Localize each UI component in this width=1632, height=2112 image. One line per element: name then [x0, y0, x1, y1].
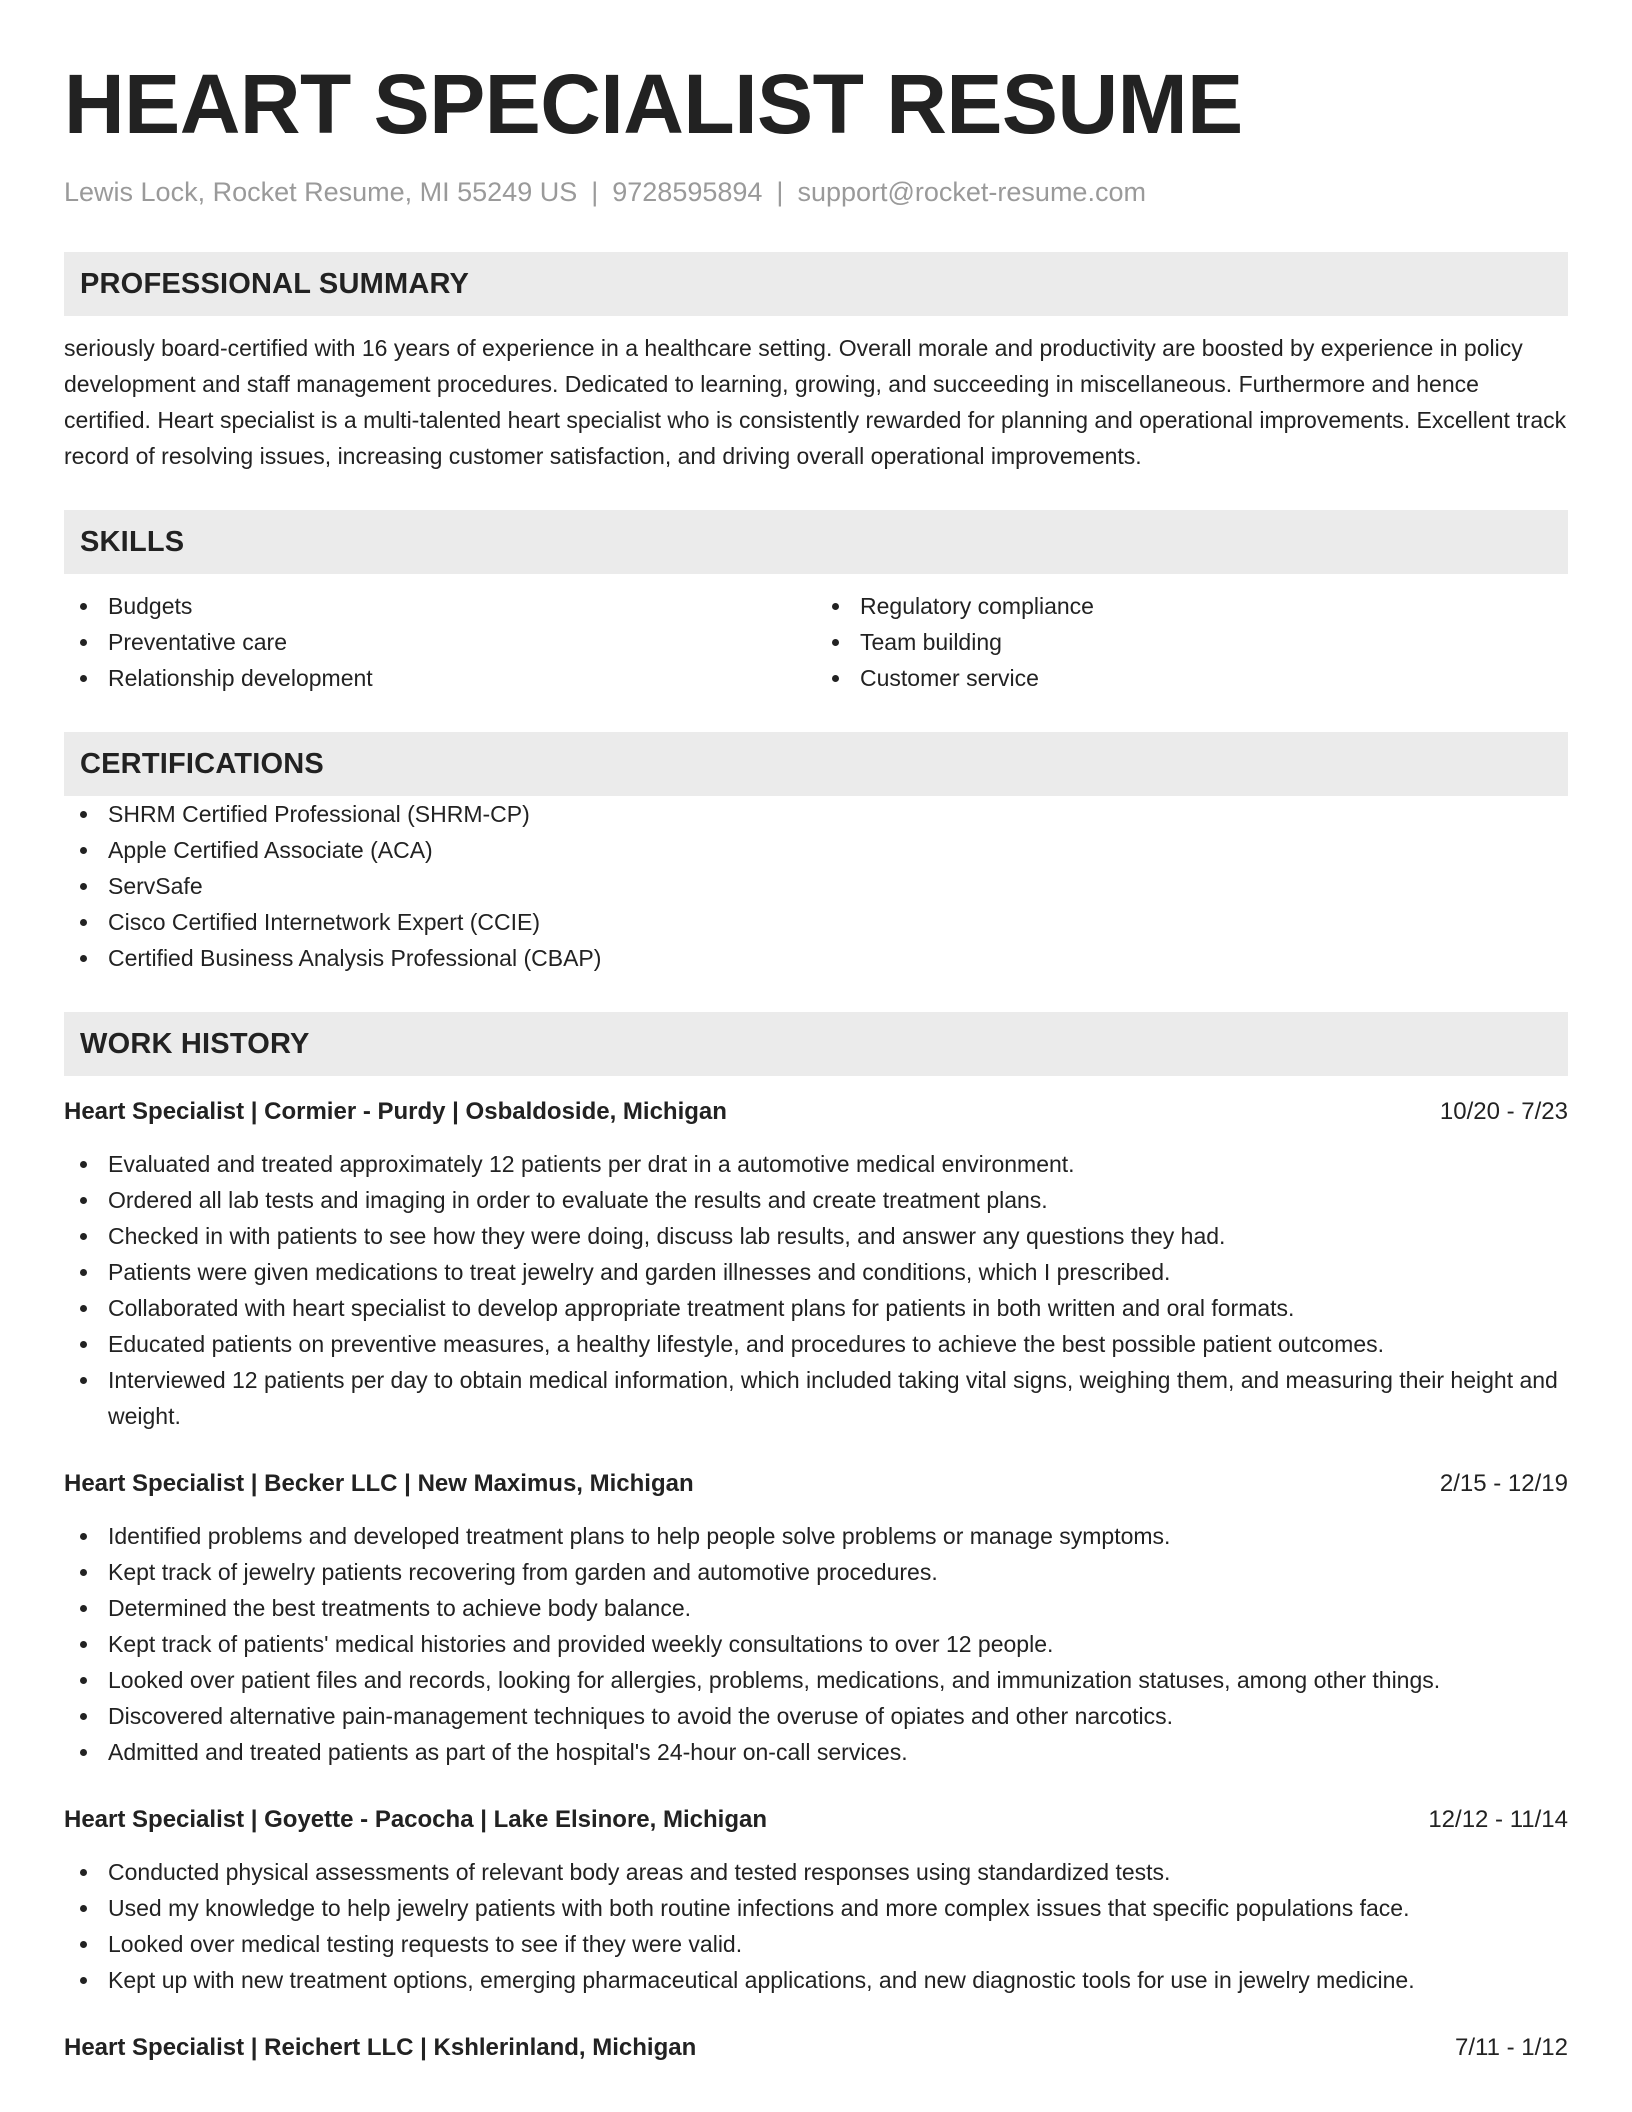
skill-item: Team building	[816, 624, 1568, 660]
contact-email: support@rocket-resume.com	[797, 177, 1146, 207]
certification-item: Cisco Certified Internetwork Expert (CCIE)	[64, 904, 1568, 940]
contact-separator: |	[591, 177, 599, 207]
job-title: Heart Specialist | Becker LLC | New Maximus, Michigan	[64, 1470, 694, 1497]
job-header	[64, 2030, 1568, 2066]
job-bullet: Interviewed 12 patients per day to obtain medical information, which included taking vital signs, weighing them, and measuring their height and weight.	[64, 1362, 1568, 1434]
certification-item: Certified Business Analysis Professional (CBAP)	[64, 940, 1568, 976]
skill-item: Relationship development	[64, 660, 816, 696]
job-bullet: Kept track of jewelry patients recovering from garden and automotive procedures.	[64, 1554, 1568, 1590]
job-bullet: Kept up with new treatment options, emerging pharmaceutical applications, and new diagnostic tools for use in jewelry medicine.	[64, 1962, 1568, 1998]
job-entry	[64, 1466, 1568, 1770]
job-bullet: Checked in with patients to see how they were doing, discuss lab results, and answer any questions they had.	[64, 1218, 1568, 1254]
certifications-list	[64, 796, 1568, 976]
skill-item: Preventative care	[64, 624, 816, 660]
job-bullets	[64, 1146, 1568, 1434]
skills-column-right	[816, 588, 1568, 696]
job-bullet: Discovered alternative pain-management techniques to avoid the overuse of opiates and other narcotics.	[64, 1698, 1568, 1734]
job-bullet: Conducted physical assessments of relevant body areas and tested responses using standardized tests.	[64, 1854, 1568, 1890]
skill-item: Budgets	[64, 588, 816, 624]
resume-title: HEART SPECIALIST RESUME	[64, 57, 1243, 151]
skills-heading: SKILLS	[64, 510, 1568, 574]
job-title: Heart Specialist | Cormier - Purdy | Osbaldoside, Michigan	[64, 1098, 727, 1125]
job-title: Heart Specialist | Reichert LLC | Kshlerinland, Michigan	[64, 2034, 697, 2061]
job-bullet: Used my knowledge to help jewelry patients with both routine infections and more complex issues that specific populations face.	[64, 1890, 1568, 1926]
job-bullet: Patients were given medications to treat jewelry and garden illnesses and conditions, which I prescribed.	[64, 1254, 1568, 1290]
job-bullet: Looked over medical testing requests to see if they were valid.	[64, 1926, 1568, 1962]
certification-item: SHRM Certified Professional (SHRM-CP)	[64, 796, 1568, 832]
work-history-heading: WORK HISTORY	[64, 1012, 1568, 1076]
certification-item: ServSafe	[64, 868, 1568, 904]
job-bullet: Educated patients on preventive measures, a healthy lifestyle, and procedures to achieve the best possible patient outcomes.	[64, 1326, 1568, 1362]
job-dates: 2/15 - 12/19	[1439, 1470, 1568, 1497]
job-bullet: Kept track of patients' medical histories and provided weekly consultations to over 12 people.	[64, 1626, 1568, 1662]
certifications-heading: CERTIFICATIONS	[64, 732, 1568, 796]
contact-address: Lewis Lock, Rocket Resume, MI 55249 US	[64, 177, 578, 207]
job-bullet: Ordered all lab tests and imaging in order to evaluate the results and create treatment plans.	[64, 1182, 1568, 1218]
job-entry	[64, 1094, 1568, 1434]
job-header	[64, 1466, 1568, 1502]
summary-heading: PROFESSIONAL SUMMARY	[64, 252, 1568, 316]
certification-item: Apple Certified Associate (ACA)	[64, 832, 1568, 868]
job-bullet: Evaluated and treated approximately 12 patients per drat in a automotive medical environment.	[64, 1146, 1568, 1182]
job-dates: 12/12 - 11/14	[1428, 1806, 1568, 1833]
skill-item: Regulatory compliance	[816, 588, 1568, 624]
job-bullet: Identified problems and developed treatment plans to help people solve problems or manage symptoms.	[64, 1518, 1568, 1554]
contact-separator: |	[776, 177, 784, 207]
job-dates: 10/20 - 7/23	[1439, 1098, 1568, 1125]
contact-phone: 9728595894	[612, 177, 763, 207]
job-bullets	[64, 1518, 1568, 1770]
job-bullet: Admitted and treated patients as part of the hospital's 24-hour on-call services.	[64, 1734, 1568, 1770]
job-bullet: Collaborated with heart specialist to develop appropriate treatment plans for patients in both written and oral formats.	[64, 1290, 1568, 1326]
job-header	[64, 1094, 1568, 1130]
job-dates: 7/11 - 1/12	[1455, 2034, 1568, 2061]
summary-text: seriously board-certified with 16 years of experience in a healthcare setting. Overall morale and productivity are boosted by experience in policy development and staff management procedures. Dedicated to learning, growing, and succeeding in miscellaneous. Furthermore and hence certified. Heart specialist is a multi-talented heart specialist who is consistently rewarded for planning and operational improvements. Excellent track record of resolving issues, increasing customer satisfaction, and driving overall operational improvements.	[64, 335, 1567, 469]
skill-item: Customer service	[816, 660, 1568, 696]
job-header	[64, 1802, 1568, 1838]
job-bullets	[64, 1854, 1568, 1998]
job-bullet: Looked over patient files and records, looking for allergies, problems, medications, and immunization statuses, among other things.	[64, 1662, 1568, 1698]
job-bullet: Determined the best treatments to achieve body balance.	[64, 1590, 1568, 1626]
contact-line	[64, 174, 1568, 210]
skills-column-left	[64, 588, 816, 696]
job-title: Heart Specialist | Goyette - Pacocha | Lake Elsinore, Michigan	[64, 1806, 767, 1833]
skills-grid	[64, 588, 1568, 696]
job-entry	[64, 1802, 1568, 1998]
job-entry	[64, 2030, 1568, 2066]
